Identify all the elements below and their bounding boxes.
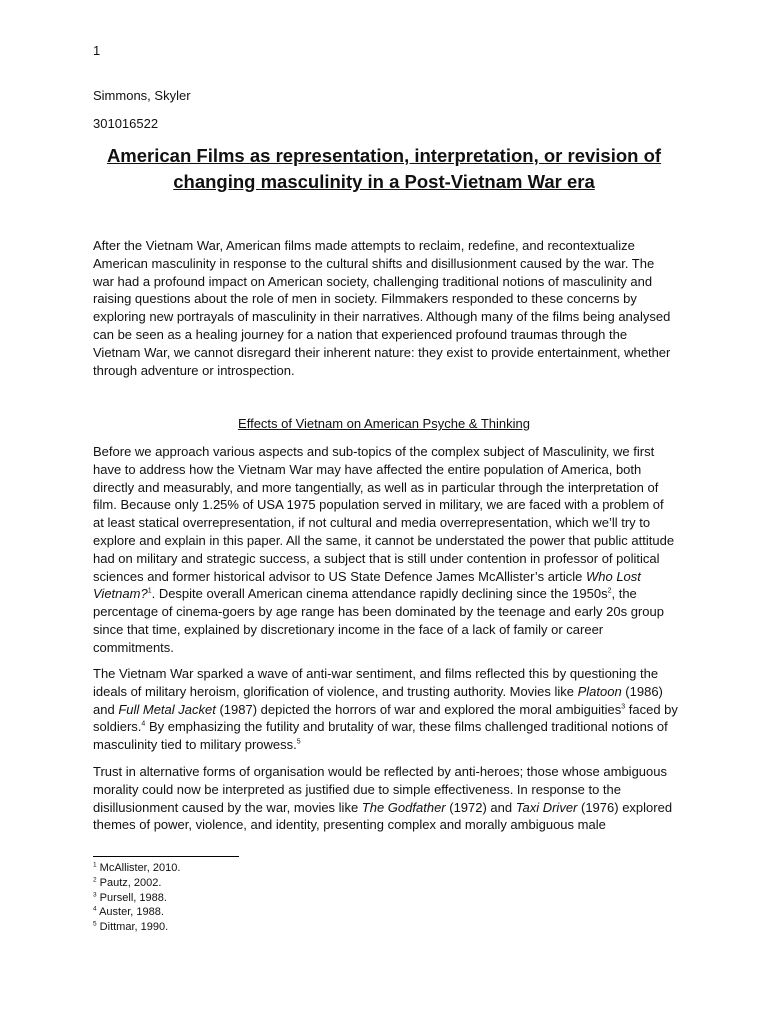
footnote-text: McAllister, 2010.	[96, 862, 181, 874]
paragraph-3-text-a: Trust in alternative forms of organisation would be reflected by anti-heroes; those whose ambiguous morality could now be interpreted as justified due to simple effectiveness. In response to the disillusionment caused by the war, movies like	[93, 764, 667, 815]
paragraph-2-text-b: (1986) and	[93, 683, 663, 717]
footnote-ref-4: 4	[141, 721, 146, 729]
paper-title	[93, 143, 675, 195]
footnote	[93, 891, 180, 906]
footnotes	[93, 861, 180, 935]
footnote-number: 4	[93, 905, 97, 913]
footnote-text: Auster, 1988.	[96, 906, 164, 919]
paper-title-line-2: changing masculinity in a Post-Vietnam War era	[173, 171, 595, 192]
footnote	[93, 876, 180, 891]
footnote-ref-2: 2	[607, 588, 612, 596]
paragraph-3-text-c: (1976) explored themes of power, violence, and identity, presenting complex and morally ambiguous male	[93, 799, 673, 833]
footnote-text: Dittmar, 1990.	[96, 921, 169, 934]
film-title-full-metal-jacket: Full Metal Jacket	[118, 701, 216, 717]
footnote-number: 5	[93, 920, 97, 928]
article-title: Who Lost Vietnam?	[93, 568, 641, 602]
page-number: 1	[93, 43, 101, 58]
paragraph-2-text-d: faced by soldiers.	[93, 701, 678, 735]
paragraph-1	[93, 443, 678, 657]
student-id: 301016522	[93, 116, 159, 131]
footnote-number: 1	[93, 861, 97, 869]
paragraph-2-text-c: (1987) depicted the horrors of war and explored the moral ambiguities	[215, 701, 622, 717]
paragraph-2	[93, 665, 678, 754]
paper-title-line-1: American Films as representation, interpretation, or revision of	[106, 145, 662, 166]
paragraph-1-text-c: , the percentage of cinema-goers by age range has been dominated by the teenage and early 20s group since that time, explained by discretionary income in the face of a lack of family or career commitments.	[93, 586, 664, 655]
paragraph-1-text-b: . Despite overall American cinema attendance rapidly declining since the 1950s	[151, 586, 608, 602]
paragraph-2-text-a: The Vietnam War sparked a wave of anti-war sentiment, and films reflected this by questioning the ideals of military heroism, glorification of violence, and trusting authority. Movies like	[93, 666, 659, 699]
author-name: Simmons, Skyler	[93, 88, 191, 103]
paragraph-2-text-e: By emphasizing the futility and brutality of war, these films challenged traditional notions of masculinity tied to military prowess.	[93, 719, 668, 753]
footnote-text: Pautz, 2002.	[96, 876, 162, 889]
paragraph-3-text-b: (1972) and	[445, 799, 516, 815]
footnote-ref-5: 5	[296, 738, 301, 746]
paragraph-1-text-a: Before we approach various aspects and sub-topics of the complex subject of Masculinity, we first have to address how the Vietnam War may have affected the entire population of America, both directly and measurably, and more tangentially, as well as in particular through the interpretation of film. Because only 1.25% of USA 1975 population served in military, we are faced with a problem of at least statical overrepresentation, if not cultural and media overrepresentation, which we’ll try to explore and explain in this paper. All the same, it cannot be understated the power that public attitude had on military and strategic success, a subject that is still under contention in professor of political sciences and former historical advisor to US State Defence James McAllister’s article	[93, 444, 675, 584]
footnote	[93, 920, 180, 935]
footnote-number: 3	[93, 890, 97, 898]
footnote-number: 2	[93, 876, 97, 884]
section-heading: Effects of Vietnam on American Psyche & Thinking	[238, 416, 530, 431]
film-title-taxi-driver: Taxi Driver	[515, 799, 578, 815]
footnote	[93, 861, 180, 876]
film-title-the-godfather: The Godfather	[361, 799, 446, 815]
film-title-platoon: Platoon	[577, 683, 622, 699]
footnote-ref-1: 1	[147, 588, 152, 596]
footnote-separator	[93, 856, 239, 857]
footnote-ref-3: 3	[621, 703, 626, 711]
footnote-text: Pursell, 1988.	[96, 891, 167, 904]
intro-paragraph: After the Vietnam War, American films made attempts to reclaim, redefine, and recontextualize American masculinity in response to the cultural shifts and disillusionment caused by the war. The war had a profound impact on American society, challenging traditional notions of masculinity and raising questions about the role of men in society. Filmmakers responded to these concerns by exploring new portrayals of masculinity in their narratives. Although many of the films being analysed can be seen as a healing journey for a nation that experienced profound traumas through the Vietnam War, we cannot disregard their inherent nature: they exist to provide entertainment, whether through adventure or introspection.	[93, 238, 671, 378]
paragraph-3	[93, 763, 678, 834]
footnote	[93, 905, 180, 920]
